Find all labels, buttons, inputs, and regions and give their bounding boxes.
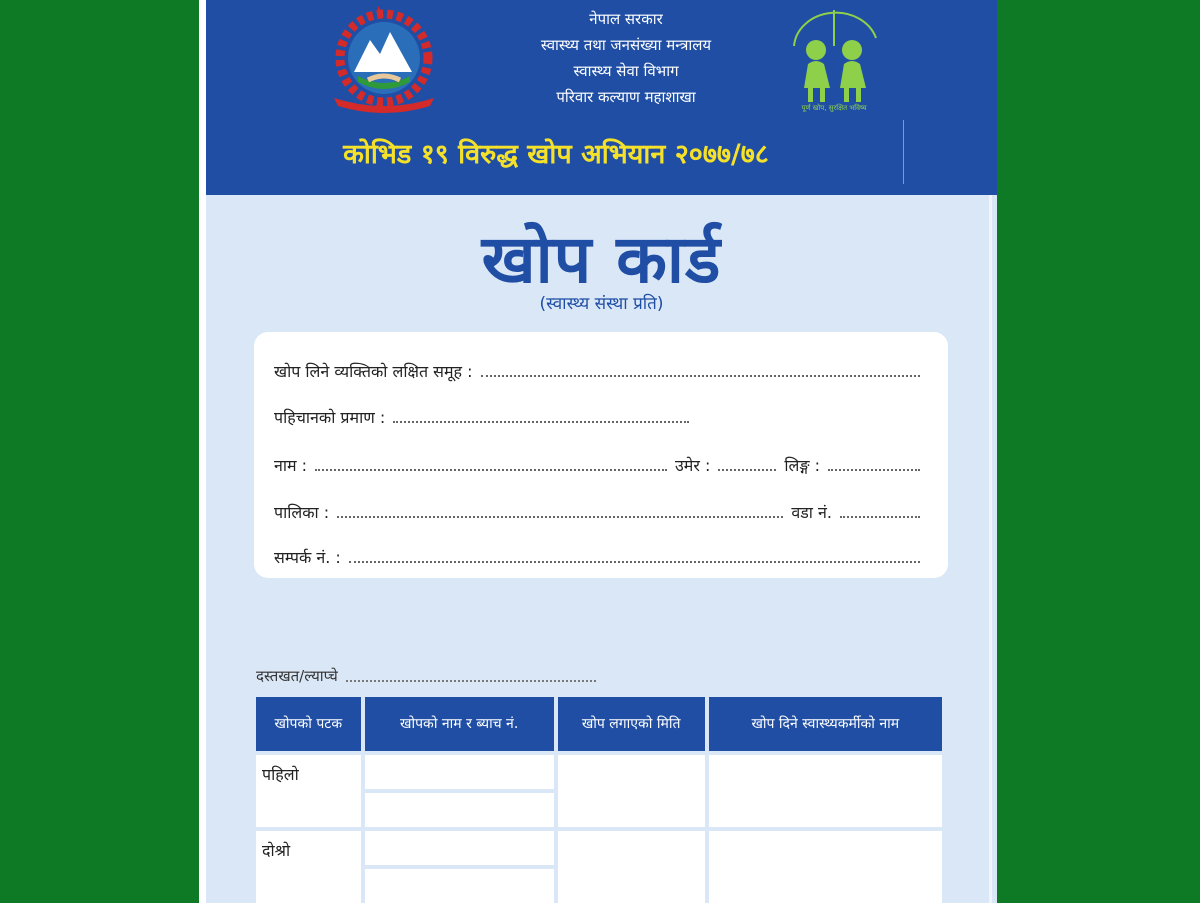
name-label: नाम : xyxy=(274,456,308,475)
id-proof-field[interactable] xyxy=(393,420,689,423)
age-field[interactable] xyxy=(718,468,776,471)
contact-label: सम्पर्क नं. : xyxy=(274,548,341,567)
health-worker-cell[interactable] xyxy=(709,755,942,827)
vaccine-batch-cell[interactable] xyxy=(365,869,554,903)
header-divider xyxy=(903,120,904,184)
column-header-vaccine-batch: खोपको नाम र ब्याच नं. xyxy=(365,697,554,751)
name-age-sex-row xyxy=(274,452,928,476)
target-group-label: खोप लिने व्यक्तिको लक्षित समूह : xyxy=(274,362,473,381)
date-cell[interactable] xyxy=(558,755,705,827)
signature-label: दस्तखत/ल्याप्चे xyxy=(256,667,338,685)
dose-record-table xyxy=(252,693,946,903)
column-header-health-worker: खोप दिने स्वास्थ्यकर्मीको नाम xyxy=(709,697,942,751)
card-subtitle: (स्वास्थ्य संस्था प्रति) xyxy=(539,294,664,314)
ward-field[interactable] xyxy=(840,515,920,518)
table-row xyxy=(256,831,942,865)
name-field[interactable] xyxy=(315,468,667,471)
target-group-field[interactable] xyxy=(481,374,920,377)
card-title: खोप कार्ड xyxy=(481,221,722,298)
dose-second-label: दोश्रो xyxy=(256,831,361,903)
municipality-label: पालिका : xyxy=(274,503,330,522)
id-proof-label: पहिचानको प्रमाण : xyxy=(274,408,386,427)
municipality-ward-row xyxy=(274,499,928,523)
ministry-name: स्वास्थ्य तथा जनसंख्या मन्त्रालय xyxy=(540,36,712,54)
sex-label: लिङ्ग : xyxy=(784,456,820,475)
division-name: परिवार कल्याण महाशाखा xyxy=(556,88,696,106)
dose-first-label: पहिलो xyxy=(256,755,361,827)
municipality-field[interactable] xyxy=(337,515,783,518)
signature-field[interactable] xyxy=(346,679,596,682)
kids-logo-caption: पूर्ण खोप, सुरक्षित भविष्य xyxy=(801,104,867,112)
target-group-row xyxy=(274,358,928,382)
health-worker-cell[interactable] xyxy=(709,831,942,903)
table-header-row xyxy=(256,697,942,751)
vaccine-batch-cell[interactable] xyxy=(365,831,554,865)
vaccine-batch-cell[interactable] xyxy=(365,755,554,789)
date-cell[interactable] xyxy=(558,831,705,903)
vaccination-card xyxy=(206,0,997,903)
id-proof-row xyxy=(274,404,928,428)
column-header-dose: खोपको पटक xyxy=(256,697,361,751)
vaccine-batch-cell[interactable] xyxy=(365,793,554,827)
campaign-title: कोभिड १९ विरुद्ध खोप अभियान २०७७/७८ xyxy=(343,139,769,170)
contact-row xyxy=(274,544,928,568)
age-label: उमेर : xyxy=(675,456,711,475)
card-fold-line xyxy=(989,195,992,903)
table-row xyxy=(256,755,942,789)
department-name: स्वास्थ्य सेवा विभाग xyxy=(573,62,679,80)
signature-row xyxy=(256,664,596,686)
ward-label: वडा नं. xyxy=(791,503,832,522)
government-name: नेपाल सरकार xyxy=(589,10,663,28)
government-office-lines xyxy=(476,6,776,110)
nepal-government-emblem-icon xyxy=(314,6,454,116)
card-header xyxy=(206,0,997,195)
contact-field[interactable] xyxy=(349,560,920,563)
sex-field[interactable] xyxy=(828,468,920,471)
left-page-edge xyxy=(199,0,206,903)
personal-details-form xyxy=(254,332,948,578)
column-header-date: खोप लगाएको मिति xyxy=(558,697,705,751)
